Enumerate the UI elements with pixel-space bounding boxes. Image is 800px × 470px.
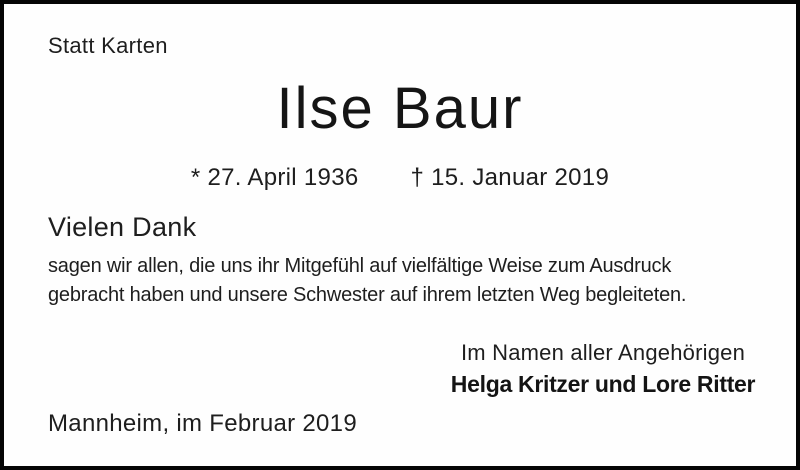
life-dates bbox=[4, 162, 796, 193]
thanks-body-line-2: gebracht haben und unsere Schwester auf ihrem letzten Weg begleiteten. bbox=[48, 283, 687, 306]
pre-header-statt-karten: Statt Karten bbox=[48, 33, 168, 58]
place-and-date: Mannheim, im Februar 2019 bbox=[48, 410, 357, 437]
birth-date: * 27. April 1936 bbox=[190, 164, 359, 191]
mourners-names: Helga Kritzer und Lore Ritter bbox=[450, 371, 756, 397]
signature-block bbox=[418, 338, 788, 400]
deceased-name: Ilse Baur bbox=[276, 76, 524, 141]
death-date: † 15. Januar 2019 bbox=[410, 164, 610, 191]
thanks-body-line-1: sagen wir allen, die uns ihr Mitgefühl auf vielfältige Weise zum Ausdruck bbox=[48, 255, 672, 277]
closing-line: Im Namen aller Angehörigen bbox=[460, 340, 746, 365]
thanks-heading: Vielen Dank bbox=[48, 212, 197, 242]
thanks-body bbox=[48, 252, 686, 309]
